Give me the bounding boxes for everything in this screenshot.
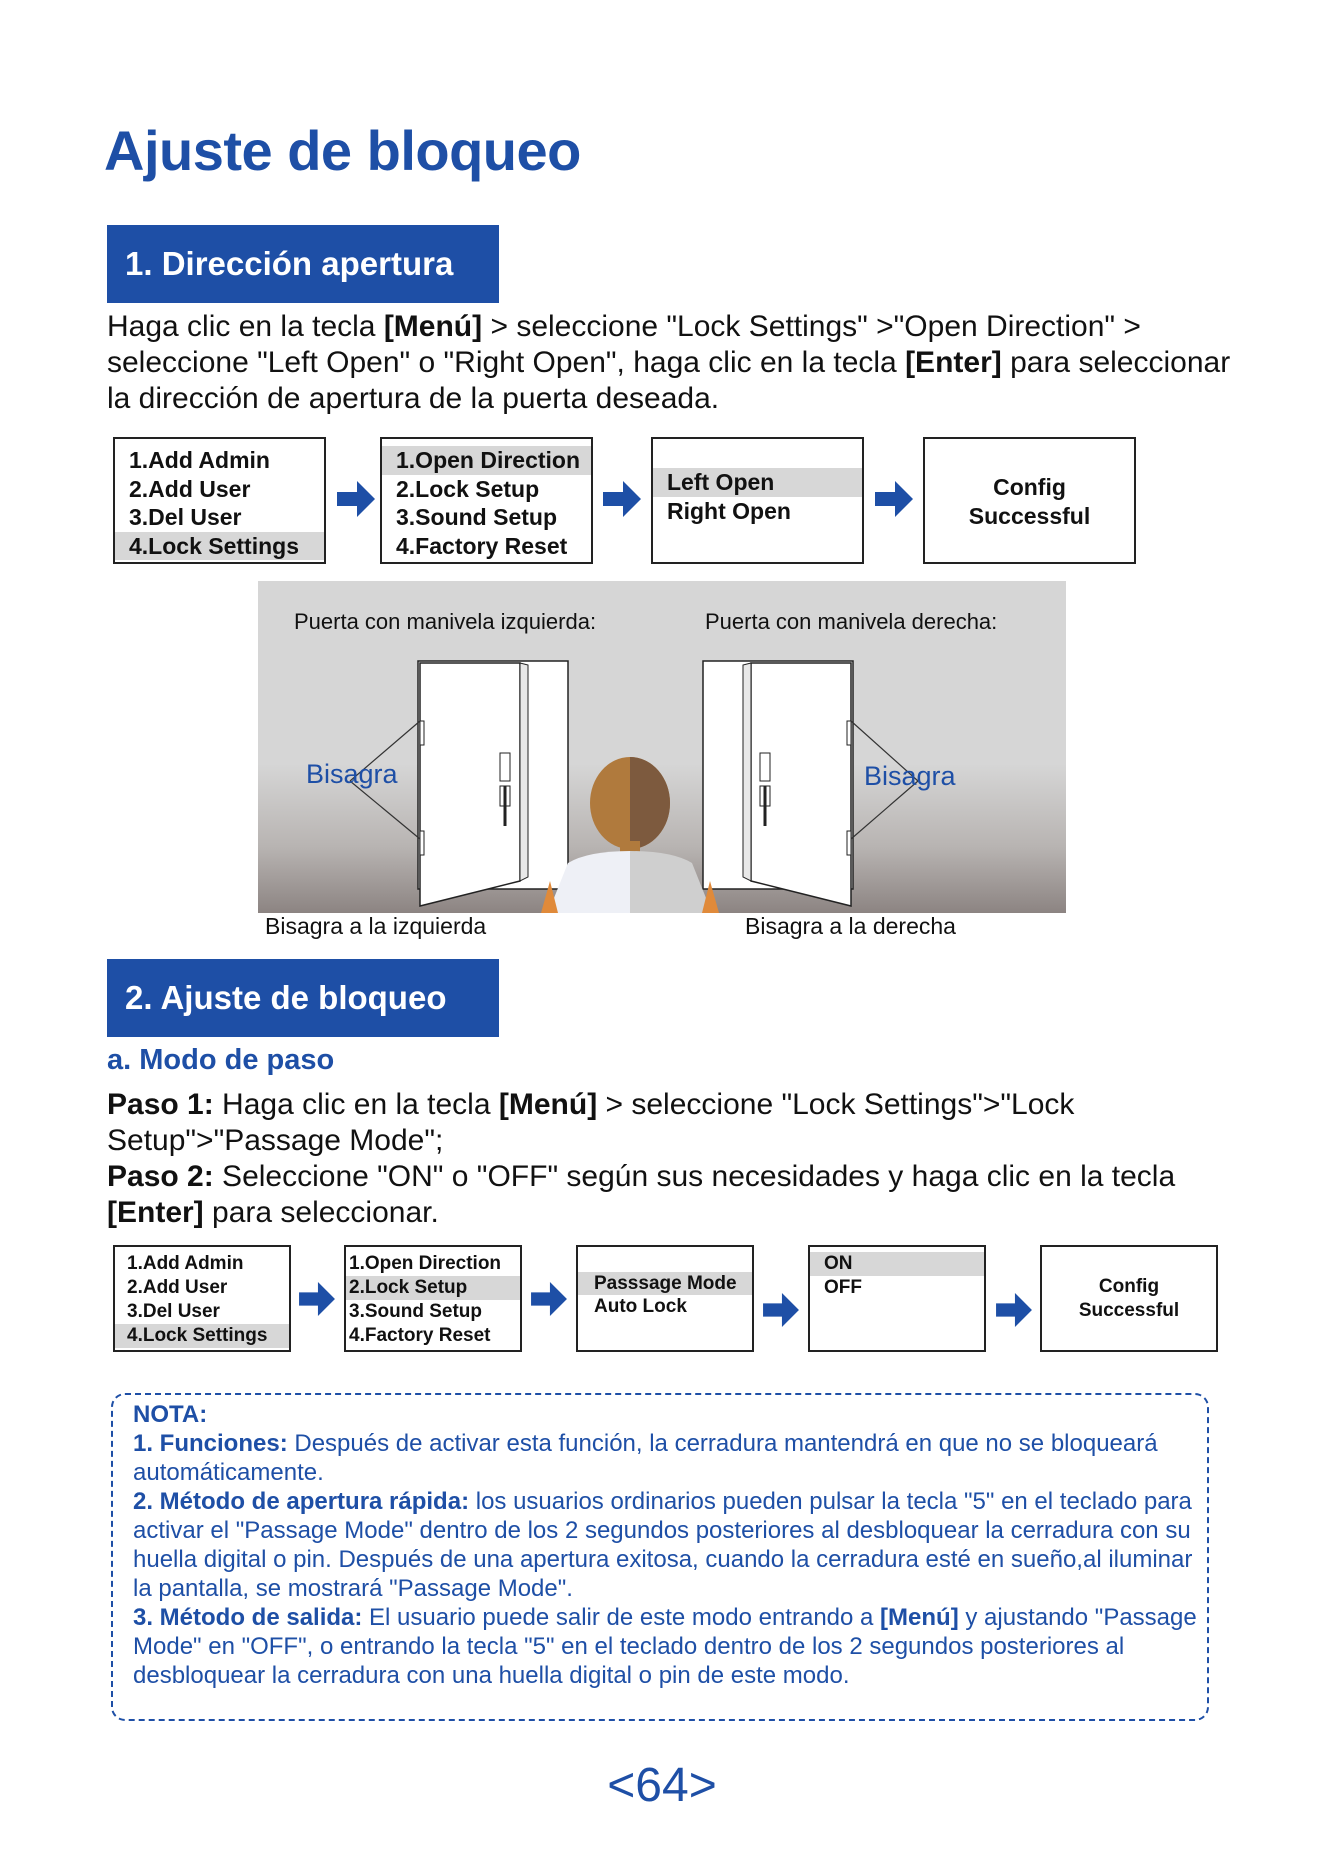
note-item-text: los usuarios ordinarios pueden pulsar la tecla "5" en el teclado para activar el "Passage Mode" dentro de los 2 segundos posteriores al desbloquear la cerradura con su huella digital o pin. Después de una apertura exitosa, cuando la cerradura esté en sueño,al iluminar la pantalla, se mostrará "Passage Mode". xyxy=(133,1488,1193,1602)
text: > seleccione "Lock Settings">"Lock Setup">"Passage Mode"; xyxy=(107,1088,1075,1157)
text: Haga clic en la tecla xyxy=(107,310,384,343)
main-menu-screen xyxy=(113,437,326,564)
section-1-heading: 1. Dirección apertura xyxy=(107,225,499,303)
step-1 xyxy=(107,1087,1237,1159)
menu-item-selected: 2.Lock Setup xyxy=(346,1276,520,1300)
arrow-right-icon xyxy=(337,481,375,517)
main-menu-screen xyxy=(113,1245,291,1352)
arrow-right-icon xyxy=(996,1293,1032,1327)
door-illustration xyxy=(258,581,1066,913)
menu-item: 4.Factory Reset xyxy=(396,532,568,559)
config-successful-screen xyxy=(1040,1245,1218,1352)
note-item-3 xyxy=(133,1603,1205,1690)
right-door-label: Puerta con manivela derecha: xyxy=(705,609,998,634)
arrow-right-icon xyxy=(603,481,641,517)
menu-item: Auto Lock xyxy=(594,1296,687,1317)
open-direction-screen xyxy=(651,437,864,564)
caption-right: Bisagra a la derecha xyxy=(745,913,956,939)
passage-mode-screen xyxy=(808,1245,986,1352)
lock-settings-screen xyxy=(380,437,593,564)
menu-key: [Menú] xyxy=(880,1604,959,1631)
status-text: Config xyxy=(993,474,1066,500)
arrow-right-icon xyxy=(875,481,913,517)
menu-item-selected: Passsage Mode xyxy=(578,1272,752,1295)
text: > seleccione "Lock Settings" >"Open Direction" > seleccione "Left Open" o "Right Open", haga clic en la tecla xyxy=(107,310,1141,379)
left-door-label: Puerta con manivela izquierda: xyxy=(294,609,597,634)
menu-item: 2.Add User xyxy=(127,1277,228,1298)
note-item-text: y ajustando "Passage Mode" en "OFF", o entrando la tecla "5" en el teclado dentro de los 2 segundos posteriores al desbloquear la cerradura con una huella digital o pin de este modo. xyxy=(133,1604,1197,1689)
menu-item-selected: 1.Open Direction xyxy=(382,446,591,475)
menu-item: 3.Sound Setup xyxy=(396,504,557,530)
menu-item-selected: Left Open xyxy=(653,468,862,497)
page-number: <64> xyxy=(607,1759,717,1812)
menu-item: 1.Add Admin xyxy=(129,447,270,473)
note-item-1 xyxy=(133,1429,1205,1487)
section-2-heading: 2. Ajuste de bloqueo xyxy=(107,959,499,1037)
page-title: Ajuste de bloqueo xyxy=(104,119,581,182)
lock-settings-screen xyxy=(344,1245,522,1352)
status-text: Config xyxy=(1098,1276,1160,1297)
hinge-label-right: Bisagra xyxy=(864,761,956,791)
menu-item: 3.Sound Setup xyxy=(349,1301,482,1322)
menu-item: 1.Add Admin xyxy=(127,1253,244,1274)
menu-key: [Menú] xyxy=(498,1088,598,1121)
menu-item-selected: 4.Lock Settings xyxy=(115,1324,289,1348)
note-item-label: 1. Funciones: xyxy=(133,1430,288,1457)
hinge-label-left: Bisagra xyxy=(306,759,398,789)
status-text: Successful xyxy=(968,503,1091,529)
caption-left: Bisagra a la izquierda xyxy=(265,913,487,939)
menu-key: [Menú] xyxy=(383,310,483,343)
enter-key: [Enter] xyxy=(107,1196,204,1229)
menu-item: 3.Del User xyxy=(127,1301,220,1322)
step-label: Paso 2: xyxy=(107,1160,214,1193)
step-2 xyxy=(107,1159,1237,1231)
status-text: Successful xyxy=(1078,1300,1180,1321)
lock-setup-screen xyxy=(576,1245,754,1352)
menu-item: Right Open xyxy=(667,498,791,524)
sub-heading: a. Modo de paso xyxy=(107,1044,335,1076)
menu-item: 3.Del User xyxy=(129,504,242,530)
note-item-label: 3. Método de salida: xyxy=(133,1604,363,1631)
note-item-label: 2. Método de apertura rápida: xyxy=(133,1488,470,1515)
enter-key: [Enter] xyxy=(905,346,1002,379)
note-title: NOTA: xyxy=(133,1401,208,1428)
menu-item: 2.Add User xyxy=(129,475,251,502)
text: Haga clic en la tecla xyxy=(213,1088,499,1121)
config-successful-screen xyxy=(923,437,1136,564)
note-item-2 xyxy=(133,1487,1205,1603)
menu-item: 1.Open Direction xyxy=(349,1253,502,1274)
menu-item-selected: 4.Lock Settings xyxy=(115,532,324,561)
arrow-right-icon xyxy=(531,1282,567,1316)
step-label: Paso 1: xyxy=(107,1088,214,1121)
note-item-text: Después de activar esta función, la cerradura mantendrá en que no se bloqueará automáticamente. xyxy=(133,1430,1158,1486)
menu-item: OFF xyxy=(824,1277,862,1298)
menu-item-selected: ON xyxy=(810,1252,984,1276)
arrow-right-icon xyxy=(763,1293,799,1327)
text: para seleccionar. xyxy=(203,1196,439,1229)
section-1-instructions xyxy=(107,309,1257,417)
menu-item: 2.Lock Setup xyxy=(396,475,540,502)
note-content xyxy=(133,1400,1205,1690)
note-item-text: El usuario puede salir de este modo entrando a xyxy=(362,1604,881,1631)
menu-item: 4.Factory Reset xyxy=(349,1325,491,1346)
text: para seleccionar la dirección de apertura de la puerta deseada. xyxy=(107,346,1231,415)
text: Seleccione "ON" o "OFF" según sus necesidades y haga clic en la tecla xyxy=(213,1160,1176,1193)
arrow-right-icon xyxy=(299,1282,335,1316)
